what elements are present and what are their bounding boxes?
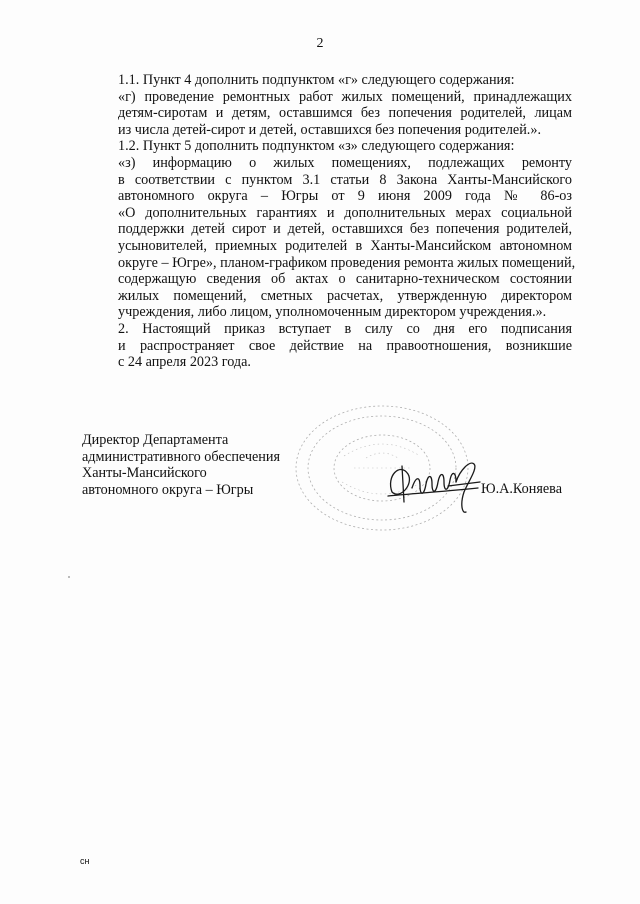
signatory-name: Ю.А.Коняева	[481, 481, 562, 497]
signatory-title-line: административного обеспечения	[82, 448, 281, 465]
text-line: содержащую сведения об актах о санитарно-техническом состоянии	[118, 271, 572, 288]
text-line: автономного округа – Югры от 9 июня 2009 года № 86-оз	[118, 188, 572, 205]
paragraph-subpoint-z	[82, 154, 576, 321]
text-line: «з) информацию о жилых помещениях, подлежащих ремонту	[118, 154, 572, 171]
signatory-title-line: Директор Департамента	[82, 432, 229, 448]
page-number: 2	[316, 36, 324, 51]
text-line: с 24 апреля 2023 года.	[118, 354, 251, 371]
text-line: «г) проведение ремонтных работ жилых помещений, принадлежащих	[118, 88, 572, 105]
paragraph-1-1	[82, 72, 572, 89]
text-line: учреждения, либо лицом, уполномоченным директором учреждения.».	[118, 304, 547, 321]
handwritten-signature	[378, 452, 490, 522]
text-line: поддержки детей сирот и детей, оставшихся без попечения родителей,	[118, 221, 572, 238]
paragraph-2	[82, 321, 572, 371]
text-line: 1.1. Пункт 4 дополнить подпунктом «г» следующего содержания:	[118, 72, 515, 88]
text-line: из числа детей-сирот и детей, оставшихся без попечения родителей.».	[118, 121, 541, 138]
signatory-title	[82, 432, 280, 498]
text-line: 2. Настоящий приказ вступает в силу со дня его подписания	[118, 320, 572, 337]
text-line: округе – Югре», планом-графиком проведения ремонта жилых помещений,	[118, 254, 576, 271]
signatory-title-line: Ханты-Мансийского	[82, 465, 207, 482]
text-line: 1.2. Пункт 5 дополнить подпунктом «з» следующего содержания:	[118, 138, 515, 155]
text-line: жилых помещений, сметных расчетах, утвержденную директором	[118, 287, 572, 304]
text-line: в соответствии с пунктом 3.1 статьи 8 Закона Ханты-Мансийского	[118, 171, 572, 188]
text-line: «О дополнительных гарантиях и дополнительных мерах социальной	[118, 204, 572, 221]
text-line: и распространяет свое действие на правоотношения, возникшие	[118, 337, 572, 354]
footer-mark: сн	[80, 856, 90, 866]
text-line: детям-сиротам и детям, оставшимся без попечения родителей, лицам	[118, 105, 572, 122]
scan-speck	[68, 576, 70, 578]
signatory-title-line: автономного округа – Югры	[82, 481, 254, 498]
document-body	[82, 72, 576, 371]
text-line: усыновителей, приемных родителей в Ханты-Мансийском автономном	[118, 237, 572, 254]
paragraph-subpoint-g	[82, 89, 572, 155]
